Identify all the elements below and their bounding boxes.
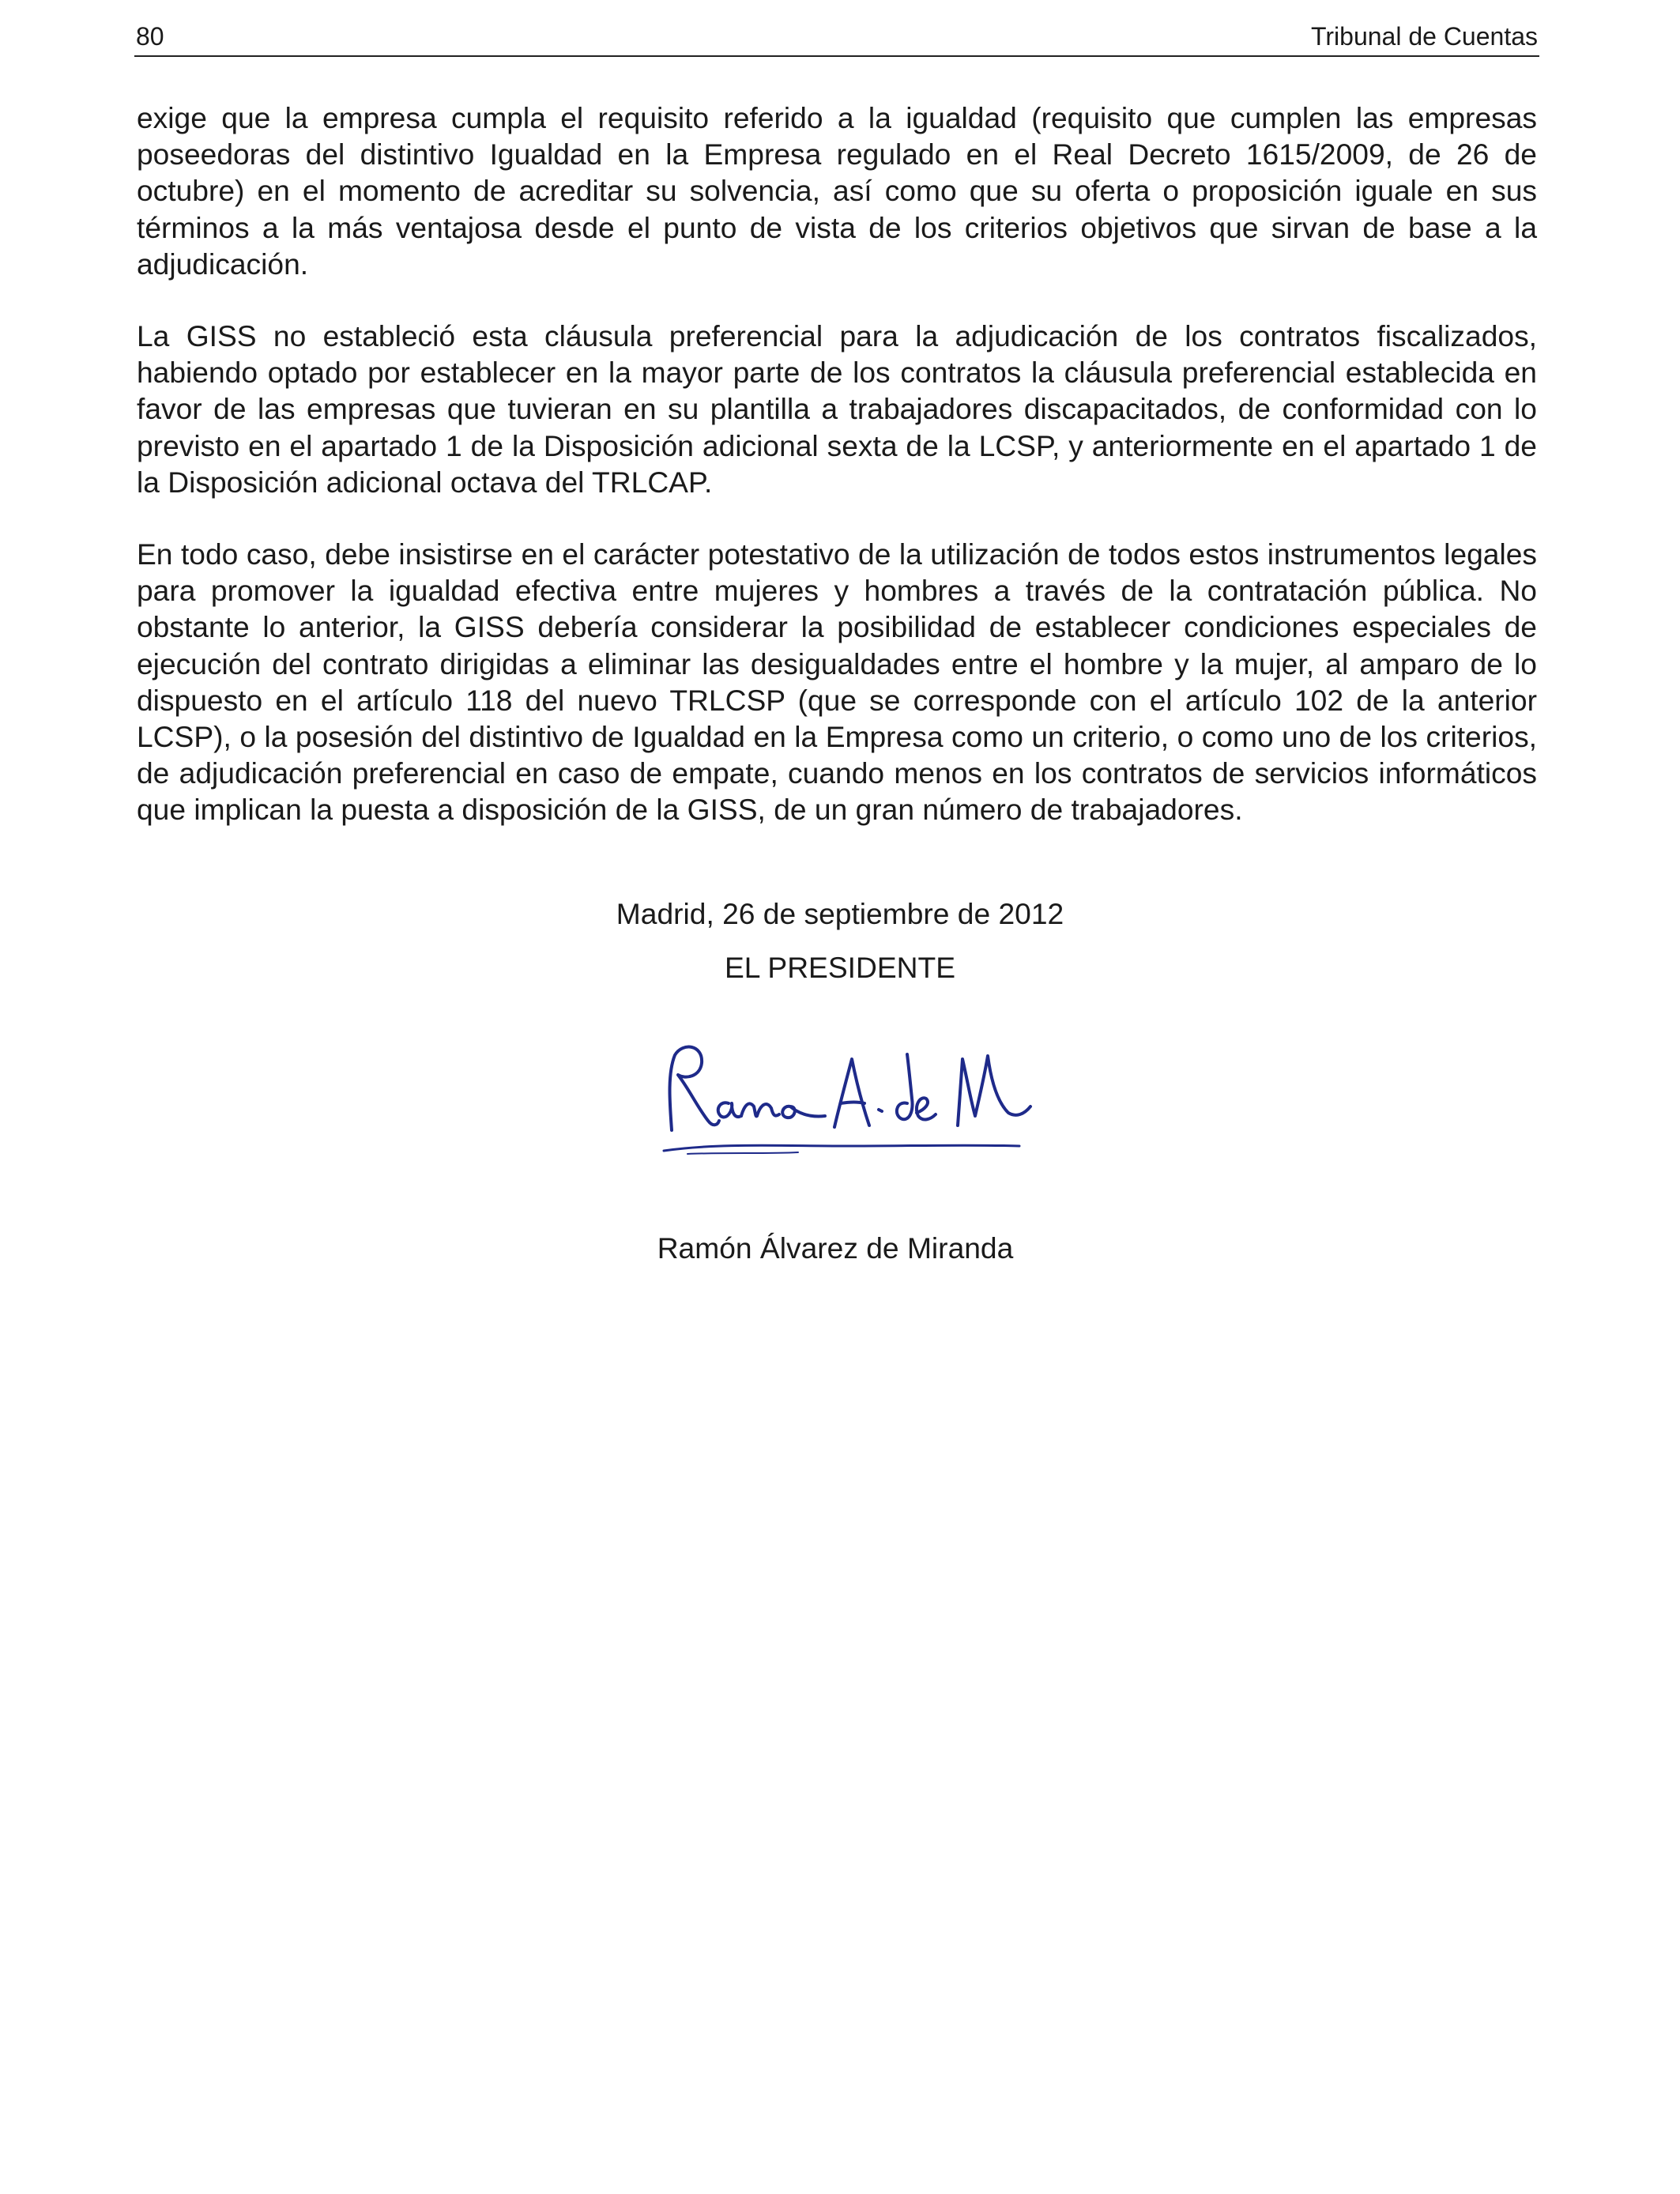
paragraph: exige que la empresa cumpla el requisito referido a la igualdad (requisito que cumplen las empresas poseedoras del distintivo Igualdad en la Empresa regulado en el Real Decreto 1615/2009, de 26 de octubre) en el momento de acreditar su solvencia, así como que su oferta o proposición iguale en sus términos a la más ventajosa desde el punto de vista de los criterios objetivos que sirvan de base a la adjudicación.: [137, 101, 1537, 281]
paragraph: La GISS no estableció esta cláusula preferencial para la adjudicación de los contratos fiscalizados, habiendo optado por establecer en la mayor parte de los contratos la cláusula preferencial establecida en favor de las empresas que tuvieran en su plantilla a trabajadores discapacitados, de conformidad con lo previsto en el apartado 1 de la Disposición adicional sexta de la LCSP, y anteriormente en el apartado 1 de la Disposición adicional octava del TRLCAP.: [137, 319, 1537, 499]
signer-name-text: Ramón Álvarez de Miranda: [657, 1231, 1014, 1265]
running-head: Tribunal de Cuentas: [1311, 22, 1538, 51]
paragraph: En todo caso, debe insistirse en el carácter potestativo de la utilización de todos estos instrumentos legales para promover la igualdad efectiva entre mujeres y hombres a través de la contratación pública. No obstante lo anterior, la GISS debería considerar la posibilidad de establecer condiciones especiales de ejecución del contrato dirigidas a eliminar las desigualdades entre el hombre y la mujer, al amparo de lo dispuesto en el artículo 118 del nuevo TRLCSP (que se corresponde con el artículo 102 de la anterior LCSP), o la posesión del distintivo de Igualdad en la Empresa como un criterio, o como uno de los criterios, de adjudicación preferencial en caso de empate, cuando menos en los contratos de servicios informáticos que implican la puesta a disposición de la GISS, de un gran número de trabajadores.: [137, 537, 1537, 827]
place-date-text: Madrid, 26 de septiembre de 2012: [616, 897, 1064, 930]
handwritten-signature: [656, 1027, 1059, 1170]
signer-title-text: EL PRESIDENTE: [724, 951, 956, 984]
page-number: 80: [136, 22, 164, 51]
page-header: [134, 21, 1539, 57]
body-text: [137, 100, 1537, 864]
